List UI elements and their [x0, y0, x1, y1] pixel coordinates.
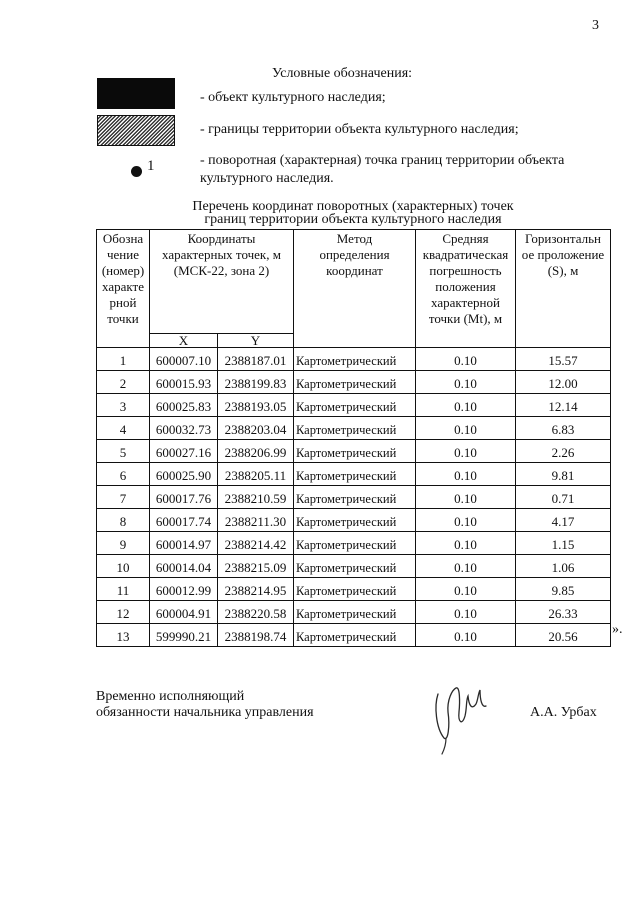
cell-mean-error: 0.10	[416, 555, 516, 578]
table-row	[97, 394, 611, 417]
cell-method: Картометрический	[294, 486, 416, 509]
turning-point-dot-icon	[131, 166, 142, 177]
signer-title-line-1: Временно исполняющий	[96, 689, 245, 704]
cell-distance: 2.26	[516, 440, 611, 463]
signer-name: А.А. Урбах	[530, 705, 597, 720]
cell-mean-error: 0.10	[416, 371, 516, 394]
header-y: Y	[218, 334, 294, 348]
cell-method: Картометрический	[294, 601, 416, 624]
cell-mean-error: 0.10	[416, 348, 516, 371]
cell-distance: 12.00	[516, 371, 611, 394]
signer-title	[96, 689, 314, 721]
table-row	[97, 463, 611, 486]
cell-x: 600017.74	[150, 509, 218, 532]
cell-point-number: 12	[97, 601, 150, 624]
cell-x: 600025.90	[150, 463, 218, 486]
cell-distance: 6.83	[516, 417, 611, 440]
cell-x: 599990.21	[150, 624, 218, 647]
legend-item-turning-point: - поворотная (характерная) точка границ территории объекта культурного наследия.	[200, 153, 565, 186]
legend-item-territory-boundary: - границы территории объекта культурного наследия;	[200, 122, 519, 137]
cell-y: 2388206.99	[218, 440, 294, 463]
cell-y: 2388220.58	[218, 601, 294, 624]
signer-title-line-2: обязанности начальника управления	[96, 705, 314, 720]
header-horizontal-distance: Горизонтальн ое проложение (S), м	[516, 230, 611, 348]
cell-method: Картометрический	[294, 532, 416, 555]
cell-point-number: 11	[97, 578, 150, 601]
cell-mean-error: 0.10	[416, 440, 516, 463]
cell-distance: 12.14	[516, 394, 611, 417]
cell-method: Картометрический	[294, 555, 416, 578]
cell-distance: 0.71	[516, 486, 611, 509]
cell-method: Картометрический	[294, 394, 416, 417]
cell-x: 600025.83	[150, 394, 218, 417]
cell-x: 600012.99	[150, 578, 218, 601]
cell-distance: 1.15	[516, 532, 611, 555]
cell-method: Картометрический	[294, 463, 416, 486]
cell-y: 2388211.30	[218, 509, 294, 532]
cell-method: Картометрический	[294, 371, 416, 394]
coordinates-table	[96, 229, 611, 647]
turning-point-label: 1	[147, 158, 155, 174]
cell-mean-error: 0.10	[416, 532, 516, 555]
cell-point-number: 13	[97, 624, 150, 647]
cell-point-number: 8	[97, 509, 150, 532]
cell-mean-error: 0.10	[416, 624, 516, 647]
cell-mean-error: 0.10	[416, 463, 516, 486]
table-row	[97, 371, 611, 394]
table-row	[97, 509, 611, 532]
cell-point-number: 1	[97, 348, 150, 371]
cell-mean-error: 0.10	[416, 417, 516, 440]
header-x: X	[150, 334, 218, 348]
cell-mean-error: 0.10	[416, 394, 516, 417]
cell-x: 600032.73	[150, 417, 218, 440]
legend-title: Условные обозначения:	[272, 66, 413, 81]
heritage-object-symbol	[97, 78, 175, 109]
cell-distance: 4.17	[516, 509, 611, 532]
header-method: Метод определения координат	[294, 230, 416, 348]
cell-y: 2388210.59	[218, 486, 294, 509]
cell-y: 2388215.09	[218, 555, 294, 578]
cell-x: 600007.10	[150, 348, 218, 371]
header-mean-error: Средняя квадратическая погрешность положения характерной точки (Mt), м	[416, 230, 516, 348]
cell-distance: 26.33	[516, 601, 611, 624]
cell-x: 600014.97	[150, 532, 218, 555]
table-caption-line-2: границ территории объекта культурного наследия	[204, 212, 502, 227]
cell-point-number: 10	[97, 555, 150, 578]
cell-point-number: 7	[97, 486, 150, 509]
legend-item-heritage-object: - объект культурного наследия;	[200, 90, 386, 105]
cell-mean-error: 0.10	[416, 578, 516, 601]
cell-distance: 9.85	[516, 578, 611, 601]
table-row	[97, 417, 611, 440]
page-number: 3	[592, 18, 599, 33]
cell-mean-error: 0.10	[416, 601, 516, 624]
cell-point-number: 3	[97, 394, 150, 417]
table-row	[97, 440, 611, 463]
table-row	[97, 578, 611, 601]
table-row	[97, 532, 611, 555]
cell-y: 2388199.83	[218, 371, 294, 394]
cell-method: Картометрический	[294, 417, 416, 440]
cell-x: 600017.76	[150, 486, 218, 509]
cell-point-number: 9	[97, 532, 150, 555]
cell-x: 600014.04	[150, 555, 218, 578]
cell-method: Картометрический	[294, 348, 416, 371]
cell-method: Картометрический	[294, 440, 416, 463]
header-coordinates: Координаты характерных точек, м (МСК-22, зона 2)	[150, 230, 294, 334]
table-row	[97, 624, 611, 647]
cell-distance: 15.57	[516, 348, 611, 371]
cell-point-number: 2	[97, 371, 150, 394]
table-row	[97, 555, 611, 578]
cell-y: 2388214.42	[218, 532, 294, 555]
cell-point-number: 4	[97, 417, 150, 440]
cell-distance: 1.06	[516, 555, 611, 578]
cell-x: 600004.91	[150, 601, 218, 624]
cell-method: Картометрический	[294, 509, 416, 532]
handwritten-signature	[432, 676, 492, 756]
cell-x: 600027.16	[150, 440, 218, 463]
cell-x: 600015.93	[150, 371, 218, 394]
header-point-number: Обозна чение (номер) характе рной точки	[97, 230, 150, 348]
territory-boundary-symbol	[97, 115, 175, 146]
table-row	[97, 601, 611, 624]
cell-y: 2388214.95	[218, 578, 294, 601]
table-caption-line-1: Перечень координат поворотных (характерных) точек	[192, 199, 514, 214]
cell-mean-error: 0.10	[416, 509, 516, 532]
cell-y: 2388187.01	[218, 348, 294, 371]
table-caption	[96, 200, 610, 226]
closing-quote: ».	[612, 622, 623, 637]
cell-distance: 9.81	[516, 463, 611, 486]
cell-point-number: 5	[97, 440, 150, 463]
cell-distance: 20.56	[516, 624, 611, 647]
cell-mean-error: 0.10	[416, 486, 516, 509]
cell-y: 2388205.11	[218, 463, 294, 486]
cell-point-number: 6	[97, 463, 150, 486]
table-row	[97, 486, 611, 509]
table-row	[97, 348, 611, 371]
cell-method: Картометрический	[294, 578, 416, 601]
cell-y: 2388198.74	[218, 624, 294, 647]
cell-y: 2388193.05	[218, 394, 294, 417]
cell-y: 2388203.04	[218, 417, 294, 440]
cell-method: Картометрический	[294, 624, 416, 647]
